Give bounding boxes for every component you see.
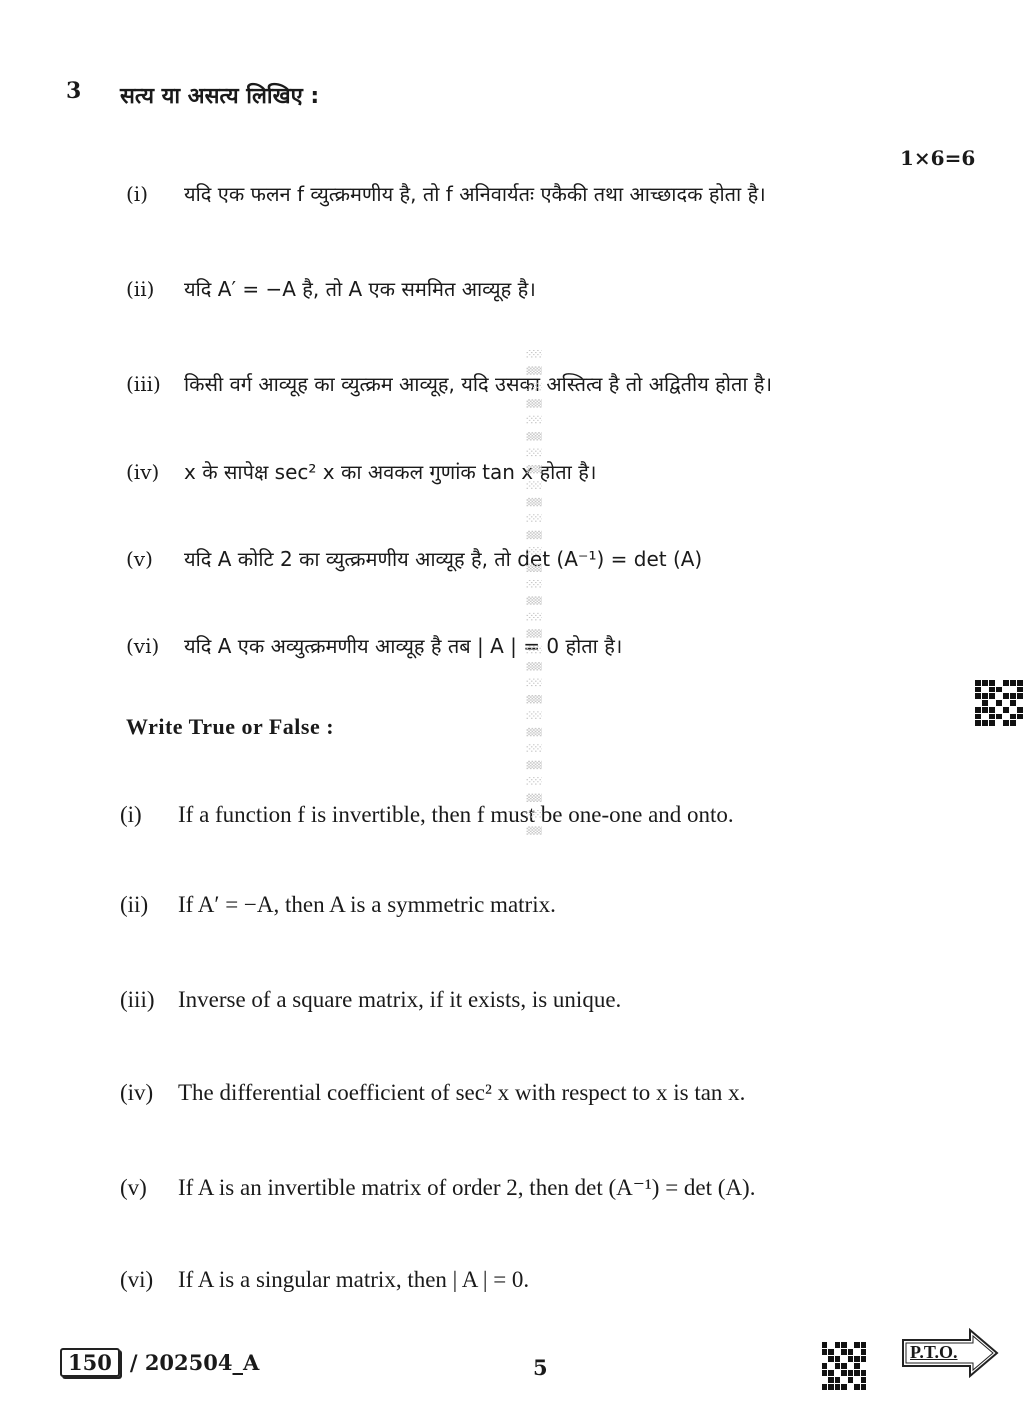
item-text: किसी वर्ग आव्यूह का व्युत्क्रम आव्यूह, यदि उसका अस्तित्व है तो अद्वितीय होता है। [184, 372, 773, 396]
paper-code-rest: / 202504_A [129, 1350, 260, 1375]
english-heading: Write True or False : [126, 714, 335, 739]
page-number: 5 [533, 1355, 548, 1380]
pto-label: P.T.O. [910, 1342, 958, 1362]
item-number: (iv) [120, 1080, 154, 1105]
item-text: x के सापेक्ष sec² x का अवकल गुणांक tan x होता है। [184, 460, 597, 484]
hindi-item [126, 632, 622, 659]
english-item [120, 1080, 745, 1106]
item-number: (ii) [126, 277, 155, 301]
item-text: The differential coefficient of sec² x with respect to x is tan x. [178, 1080, 746, 1105]
item-number: (i) [120, 802, 142, 827]
hindi-item [126, 545, 702, 572]
item-number: (vi) [120, 1267, 154, 1292]
item-number: (iii) [120, 987, 155, 1012]
hindi-item [126, 180, 766, 207]
item-number: (i) [126, 182, 149, 206]
item-text: If a function f is invertible, then f must be one-one and onto. [178, 802, 734, 827]
english-item [120, 1175, 755, 1201]
paper-code [60, 1348, 259, 1377]
item-text: If A is a singular matrix, then | A | = 0. [178, 1267, 530, 1292]
scan-watermark: ░▒░▒░▒░▒░▒░▒░▒░▒░▒░▒░▒░▒░▒░▒░▒ [526, 350, 542, 843]
item-text: यदि एक फलन f व्युत्क्रमणीय है, तो f अनिवार्यतः एकैकी तथा आच्छादक होता है। [184, 182, 766, 206]
item-number: (v) [126, 547, 153, 571]
question-number: 3 [66, 78, 82, 104]
english-item [120, 987, 621, 1013]
barcode-icon [822, 1342, 866, 1390]
item-text: यदि A एक अव्युत्क्रमणीय आव्यूह है तब | A | = 0 होता है। [184, 634, 623, 658]
item-text: If A is an invertible matrix of order 2, then det (A⁻¹) = det (A). [178, 1175, 756, 1200]
english-item [120, 802, 734, 828]
pto-arrow [900, 1328, 1000, 1378]
marks-allocation: 1×6=6 [900, 146, 976, 170]
english-item [120, 1267, 529, 1293]
english-item [120, 892, 556, 918]
item-number: (v) [120, 1175, 147, 1200]
item-number: (iii) [126, 372, 161, 396]
item-text: यदि A कोटि 2 का व्युत्क्रमणीय आव्यूह है, तो det (A⁻¹) = det (A) [184, 547, 703, 571]
item-number: (ii) [120, 892, 149, 917]
item-text: If A′ = −A, then A is a symmetric matrix. [178, 892, 556, 917]
item-text: यदि A′ = −A है, तो A एक सममित आव्यूह है। [184, 277, 536, 301]
item-text: Inverse of a square matrix, if it exists, is unique. [178, 987, 622, 1012]
qr-code-icon [975, 680, 1023, 726]
question-title-hindi: सत्य या असत्य लिखिए : [120, 84, 320, 109]
paper-code-box: 150 [60, 1348, 120, 1377]
hindi-item [126, 370, 772, 397]
hindi-item [126, 275, 536, 302]
item-number: (vi) [126, 634, 160, 658]
item-number: (iv) [126, 460, 160, 484]
